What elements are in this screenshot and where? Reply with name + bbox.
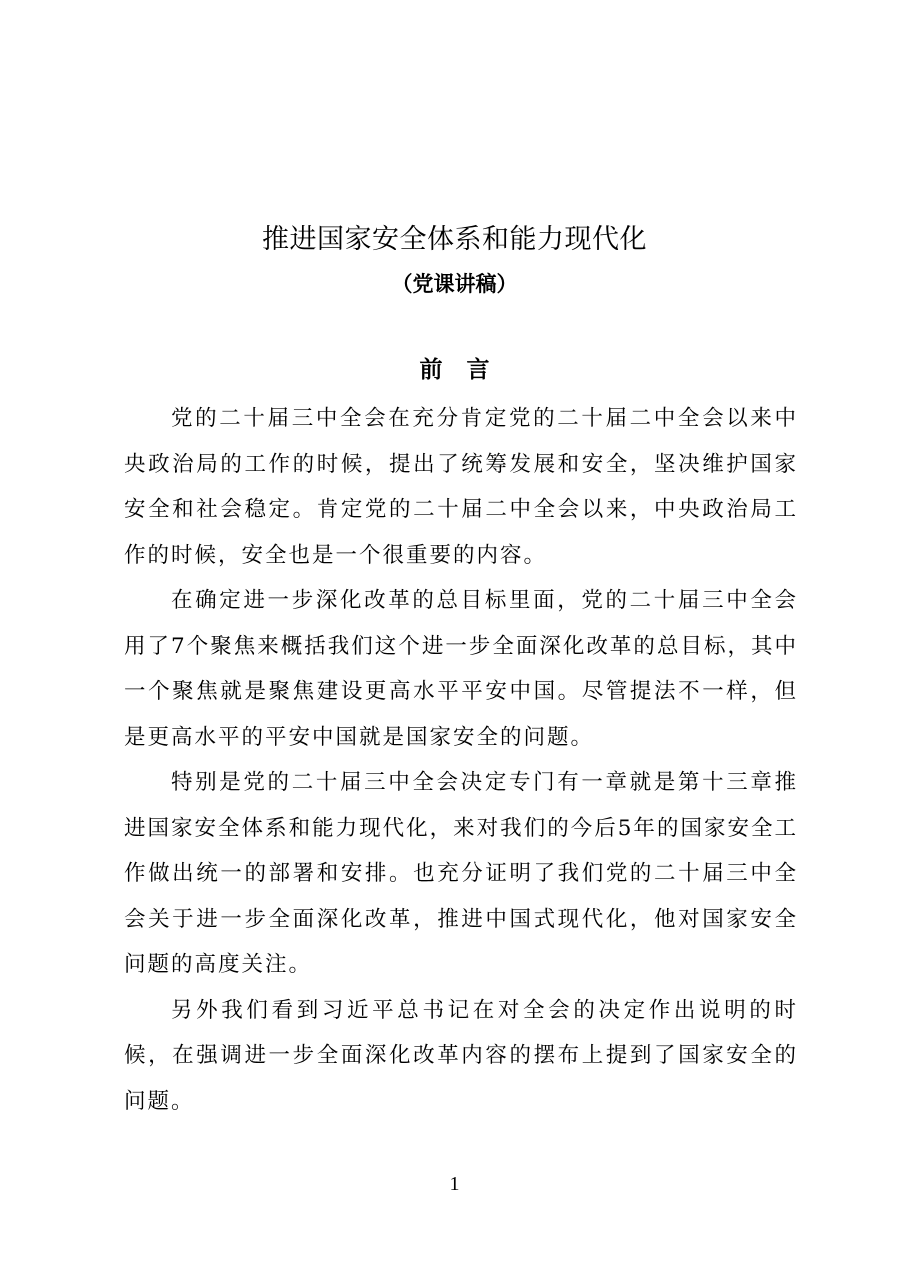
page-number: 1: [449, 1173, 460, 1195]
document-subtitle: （党课讲稿）: [391, 272, 518, 296]
paragraph: 党的二十届三中全会在充分肯定党的二十届二中全会以来中央政治局的工作的时候，提出了统筹发展和安全，坚决维护国家安全和社会稳定。肯定党的二十届二中全会以来，中央政治局工作的时候，安全也是一个很重要的内容。: [124, 406, 798, 568]
paragraph: 在确定进一步深化改革的总目标里面，党的二十届三中全会用了7个聚焦来概括我们这个进一步全面深化改革的总目标，其中一个聚焦就是聚焦建设更高水平平安中国。尽管提法不一样，但是更高水平的平安中国就是国家安全的问题。: [124, 588, 798, 750]
body-text: [124, 396, 798, 1124]
section-heading: 前言: [419, 357, 514, 383]
paragraph: 特别是党的二十届三中全会决定专门有一章就是第十三章推进国家安全体系和能力现代化，来对我们的今后5年的国家安全工作做出统一的部署和安排。也充分证明了我们党的二十届三中全会关于进一步全面深化改革，推进中国式现代化，他对国家安全问题的高度关注。: [124, 770, 798, 977]
document-title: 推进国家安全体系和能力现代化: [262, 224, 647, 255]
paragraph: 另外我们看到习近平总书记在对全会的决定作出说明的时候，在强调进一步全面深化改革内容的摆布上提到了国家安全的问题。: [124, 997, 798, 1114]
